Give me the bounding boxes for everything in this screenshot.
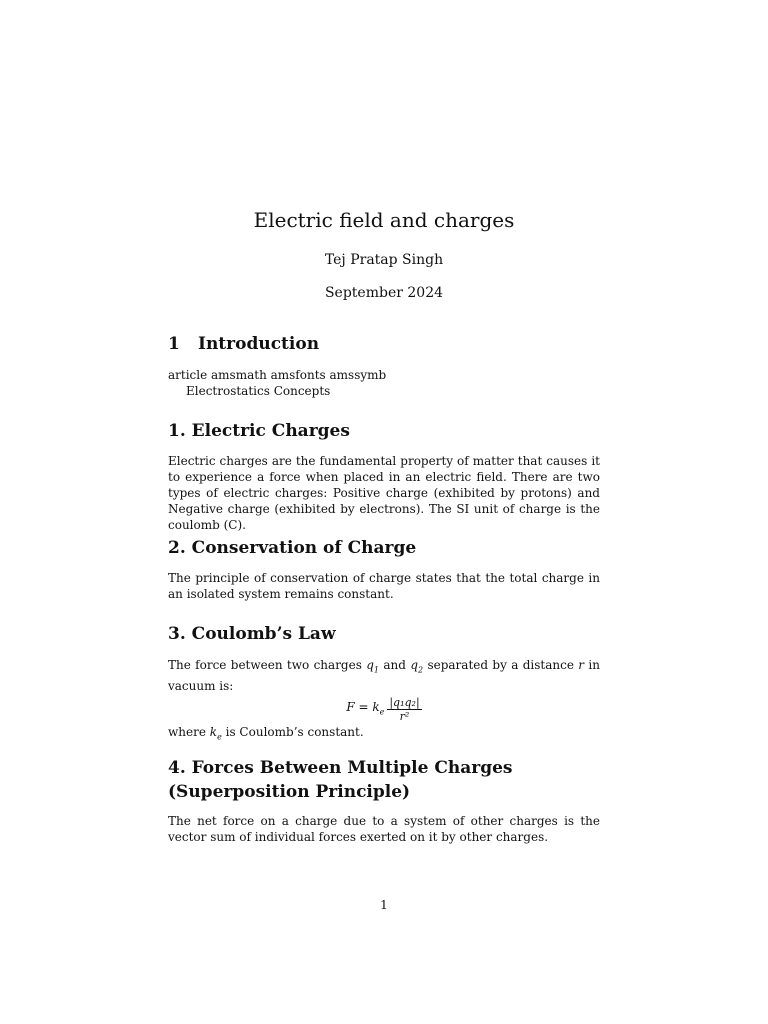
intro-line-packages: article amsmath amsfonts amssymb <box>168 368 387 382</box>
intro-heading-label: Introduction <box>198 334 320 354</box>
section-4-heading: 4. Forces Between Multiple Charges (Superposition Principle) <box>168 758 513 802</box>
equation-fraction <box>387 696 421 723</box>
section-1-body <box>168 453 600 533</box>
section-3-paragraph <box>168 657 600 694</box>
coulomb-text-and: and <box>383 658 406 672</box>
section-superposition <box>168 756 600 804</box>
ke-symbol: $k_e$ <box>209 725 222 742</box>
r-symbol: r <box>578 658 585 672</box>
coulomb-where-line <box>168 724 600 745</box>
section-2-heading: 2. Conservation of Charge <box>168 538 417 558</box>
coulomb-text-c: in vacuum is: <box>168 658 600 694</box>
section-conservation-of-charge <box>168 536 600 560</box>
section-2-body <box>168 570 600 602</box>
document-author: Tej Pratap Singh <box>324 252 444 268</box>
page-number: 1 <box>380 898 388 912</box>
intro-heading <box>168 332 600 356</box>
equation-numerator: |q₁q₂| <box>389 695 420 709</box>
section-1-paragraph: Electric charges are the fundamental property of matter that causes it to experience a force when placed in an electric field. There are two types of electric charges: Positive charge (exhibited by protons) and Negative charge (exhibited by electrons). The SI unit of charge is the coulomb (C). <box>168 454 600 532</box>
where-text: where <box>168 725 206 740</box>
q1-symbol: $q_1$ <box>366 658 380 675</box>
coulomb-text-b: separated by a distance <box>427 658 574 672</box>
section-2-paragraph: The principle of conservation of charge states that the total charge in an isolated system remains constant. <box>168 571 600 601</box>
section-3-body <box>168 657 600 746</box>
section-4-body <box>168 813 600 845</box>
coulomb-equation <box>168 694 600 724</box>
where-text-b: is Coulomb’s constant. <box>225 725 364 740</box>
intro-body <box>168 367 600 399</box>
section-1-heading: 1. Electric Charges <box>168 421 350 441</box>
section-3-heading: 3. Coulomb’s Law <box>168 624 336 644</box>
document-date: September 2024 <box>324 285 444 301</box>
equation-denominator: r² <box>399 709 410 723</box>
intro-heading-number: 1 <box>168 334 180 354</box>
document-title: Electric field and charges <box>253 208 515 232</box>
intro-line-topic: Electrostatics Concepts <box>186 384 331 398</box>
intro-section <box>168 332 600 356</box>
section-4-paragraph: The net force on a charge due to a system of other charges is the vector sum of individual forces exerted on it by other charges. <box>168 814 600 844</box>
equation-lhs: $F = k_e$ <box>346 699 385 717</box>
section-electric-charges <box>168 419 600 443</box>
coulomb-text-a: The force between two charges <box>168 658 362 672</box>
section-coulombs-law <box>168 622 600 646</box>
q2-symbol: $q_2$ <box>410 658 424 675</box>
